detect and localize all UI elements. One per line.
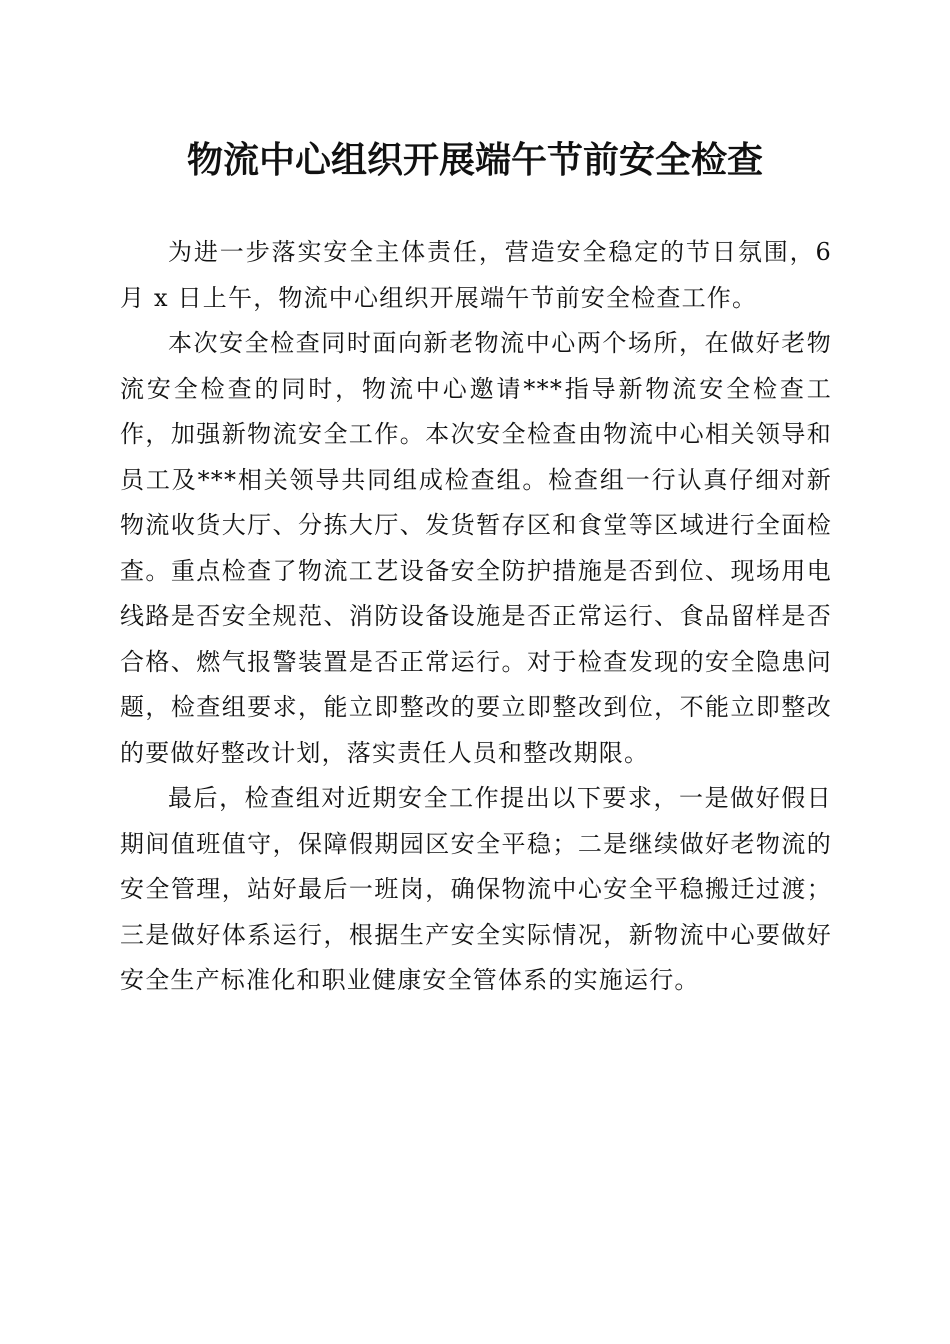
paragraph-intro: 为进一步落实安全主体责任，营造安全稳定的节日氛围，6月 x 日上午，物流中心组织开展端午节前安全检查工作。 — [120, 238, 832, 312]
document-title: 物流中心组织开展端午节前安全检查 — [186, 139, 763, 181]
paragraph-requirements: 最后，检查组对近期安全工作提出以下要求，一是做好假日期间值班值守，保障假期园区安全平稳；二是继续做好老物流的安全管理，站好最后一班岗，确保物流中心安全平稳搬迁过渡；三是做好体系运行，根据生产安全实际情况，新物流中心要做好安全生产标准化和职业健康安全管体系的实施运行。 — [120, 784, 832, 994]
paragraph-inspection-details: 本次安全检查同时面向新老物流中心两个场所，在做好老物流安全检查的同时，物流中心邀请***指导新物流安全检查工作，加强新物流安全工作。本次安全检查由物流中心相关领导和员工及***相关领导共同组成检查组。检查组一行认真仔细对新物流收货大厅、分拣大厅、发货暂存区和食堂等区域进行全面检查。重点检查了物流工艺设备安全防护措施是否到位、现场用电线路是否安全规范、消防设备设施是否正常运行、食品留样是否合格、燃气报警装置是否正常运行。对于检查发现的安全隐患问题，检查组要求，能立即整改的要立即整改到位，不能立即整改的要做好整改计划，落实责任人员和整改期限。 — [120, 329, 832, 767]
document-body — [120, 230, 832, 1004]
